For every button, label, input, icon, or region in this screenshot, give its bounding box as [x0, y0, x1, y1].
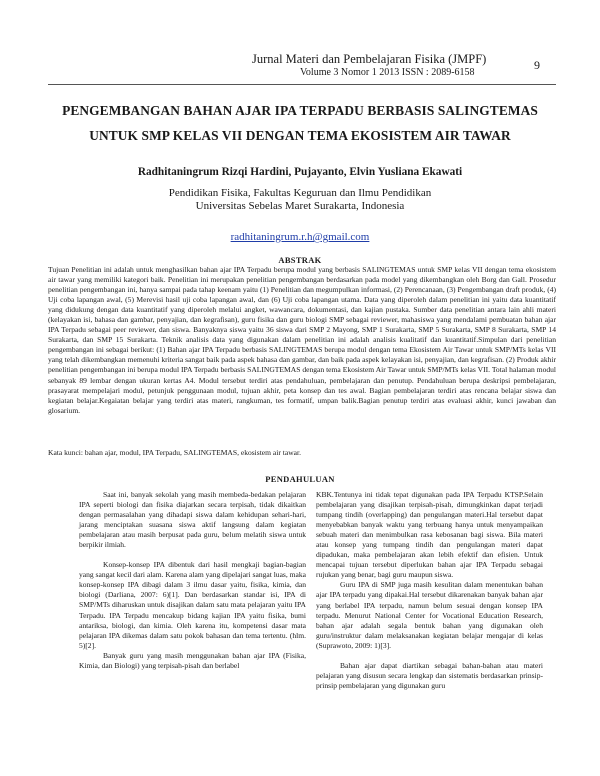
intro-paragraph: Guru IPA di SMP juga masih kesulitan dalam menentukan bahan ajar IPA terpadu yang dipakai.Hal tersebut dikarenakan banyak bahan ajar yang berlabel IPA terpadu, namun belum sesuai dengan konsep IPA terpadu. Menurut National Center for Vocational Education Research, bahan ajar adalah segala bentuk bahan yang digunakan oleh guru/instruktur dalam melaksanakan kegiatan belajar mengajar di kelas (Suprawoto, 2009: 1)[3].	[316, 580, 543, 650]
intro-paragraph: Bahan ajar dapat diartikan sebagai bahan-bahan atau materi pelajaran yang disusun secara lengkap dan sistematis berdasarkan prinsip-prinsip pembelajaran yang digunakan guru	[316, 660, 543, 690]
intro-paragraph: KBK.Tentunya ini tidak tepat digunakan pada IPA Terpadu KTSP.Selain pembelajaran yang disajikan terpisah-pisah, dimungkinkan dapat terjadi tumpang tindih (overlapping) dan pengulangan materi.Hal tersebut dapat menyebabkan banyak waktu yang terbuang hanya untuk menyampaikan sebuah materi dan menimbulkan rasa kebosanan bagi siswa. Bila materi atau konsep yang tumpang tindih dan pengulangan materi dapat dipadukan, maka pembelajaran akan lebih efektif dan efisien. Untuk mencapai tujuan tersebut diperlukan bahan ajar IPA Terpadu sebagai rujukan yang benar, bagi guru maupun siswa.	[316, 490, 543, 580]
intro-column-left	[79, 490, 306, 671]
author-email-link[interactable]: radhitaningrum.r.h@gmail.com	[230, 231, 370, 243]
intro-paragraph: Saat ini, banyak sekolah yang masih membeda-bedakan pelajaran IPA seperti biologi dan fisika diajarkan secara terpisah, tidak dikaitkan dengan permasalahan yang dihadapi siswa dalam kehidupan sehari-hari, jarang menciptakan suasana siswa aktif langsung dalam kegiatan pembelajaran atau masih berpusat pada guru, belum melatih siswa untuk berpikir ilmiah.	[79, 490, 306, 550]
title-line-1: PENGEMBANGAN BAHAN AJAR IPA TERPADU BERBASIS SALINGTEMAS	[62, 103, 538, 118]
intro-paragraph: Konsep-konsep IPA dibentuk dari hasil mengkaji bagian-bagian yang sangat kecil dari alam. Karena alam yang dipelajari sangat luas, maka konsep-konsep IPA dibagi dalam 3 ilmu dasar yaitu, fisika, kimia, dan biologi (Darliana, 2007: 6)[1]. Dan berdasarkan standar isi, IPA di SMP/MTs diharuskan untuk disajikan dalam satu mata pelajaran yaitu IPA Terpadu. IPA Terpadu mencakup bidang kajian IPA yaitu fisika, bumi antariksa, biologi, dan kimia. Oleh karena itu, kompetensi dasar mata pelajaran IPA dikemas dalam satu pokok bahasan dan tema tertentu. (hlm. 5)[2].	[79, 560, 306, 650]
affiliation-line-1: Pendidikan Fisika, Fakultas Keguruan dan Ilmu Pendidikan	[168, 187, 432, 199]
paper-title	[40, 98, 560, 148]
section-heading-pendahuluan: PENDAHULUAN	[265, 474, 335, 484]
journal-volume-info: Volume 3 Nomor 1 2013 ISSN : 2089-6158	[300, 67, 475, 78]
intro-column-right	[316, 490, 543, 691]
intro-paragraph: Banyak guru yang masih menggunakan bahan ajar IPA (Fisika, Kimia, dan Biologi) yang terpisah-pisah dan berlabel	[79, 650, 306, 670]
keywords: Kata kunci: bahan ajar, modul, IPA Terpadu, SALINGTEMAS, ekosistem air tawar.	[48, 448, 301, 457]
abstract-text: Tujuan Penelitian ini adalah untuk menghasilkan bahan ajar IPA Terpadu berupa modul yang berbasis SALINGTEMAS untuk SMP kelas VII dengan tema ekosistem air tawar yang memiliki kategori baik. Penelitian ini merupakan penelitian pengembangan berdasarkan pada model yang dikembangkan oleh Borg dan Gall. Prosedur penelitian pengembangan ini, hanya sampai pada tahap keenam yaitu (1) Penelitian dan megumpulkan informasi, (2) Perencanaan, (3) Pengembangan draft produk, (4) Uji coba lapangan awal, (5) Merevisi hasil uji coba lapangan awal, dan (6) Uji coba lapangan utama. Data yang diperoleh dalam penelitian ini yaitu data kuantitatif yang didukung dengan data kuantitatif yang diperoleh melalui angket, wawancara, dokumentasi, dan kajian pustaka. Sumber data penelitian antara lain ahli materi (kelayakan isi, bahasa dan gambar, penyajian, dan kegrafisan), guru fisika dan guru biologi SMP sebagai reviewer, mahasiswa yang mendalami pembuatan bahan ajar IPA Terpadu sebagai peer reviewer, dan siswa. Banyaknya siswa yaitu 36 siswa dari SMP 2 Mayong, SMP 1 Surakarta, SMP 5 Surakarta, SMP 8 Surakarta, SMP 14 Surakarta, dan SMP 15 Surakarta. Teknik analisis data yang digunakan dalam penelitian ini adalah analisis kualitatif dan kuantitatif.Simpulan dari penelitian pengembangan ini sebagai berikut: (1) Bahan ajar IPA Terpadu berbasis SALINGTEMAS berupa modul dengan tema Ekosistem Air Tawar untuk SMP/MTs kelas VII yang telah dikembangkan memenuhi kriteria sangat baik pada aspek bahasa dan gambar, dan baik pada aspek kelayakan isi, penyajian, dan kegrafisan. (2) Produk akhir penelitian pengembangan ini berupa modul IPA Terpadu berbasis SALINGTEMAS dengan tema Ekosistem Air Tawar untuk SMP/MTs kelas VII. Total halaman modul sebanyak 89 lembar dengan ukuran kertas A4. Modul tersebut terdiri atas pendahuluan, pembelajaran dan penutup. Pendahuluan berupa deskripsi pembelajaran, prasayarat mempelajari modul, petunjuk penggunaan modul, tujuan akhir, peta konsep dan tes awal. Bagian pembelajaran terdiri atas rencana belajar siswa dan kegiatan belajar.Kegaiatan belajar yang terdiri atas materi, rangkuman, tes formatif, umpan balik.Bagian penutup terdiri atas evaluasi akhir, kunci jawaban dan glosarium.	[48, 265, 556, 415]
journal-title: Jurnal Materi dan Pembelajaran Fisika (JMPF)	[252, 52, 487, 66]
page-number: 9	[534, 58, 540, 72]
affiliation	[40, 187, 560, 213]
abstract-heading: ABSTRAK	[278, 255, 322, 265]
affiliation-line-2: Universitas Sebelas Maret Surakarta, Indonesia	[195, 200, 405, 212]
header-rule	[48, 84, 556, 85]
authors: Radhitaningrum Rizqi Hardini, Pujayanto, Elvin Yusliana Ekawati	[137, 166, 463, 178]
title-line-2: UNTUK SMP KELAS VII DENGAN TEMA EKOSISTEM AIR TAWAR	[89, 128, 511, 143]
